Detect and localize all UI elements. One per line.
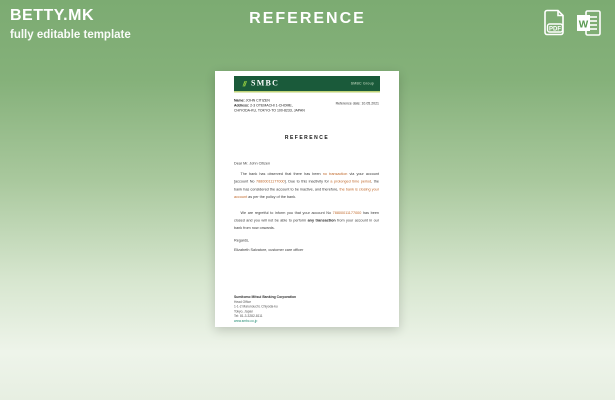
letter-title: REFERENCE bbox=[284, 135, 330, 141]
letterhead-bar bbox=[234, 76, 380, 93]
letter-paragraph: The bank has observed that there has been no transaction via your account [account No 78800011177000]. Due to this inactivity for a prolonged time period, the bank has considered the account to be inactive, and therefore, the bank is closing your account as per the policy of the bank. bbox=[234, 171, 380, 200]
footer-company: Sumitomo Mitsui Banking Corporation bbox=[234, 295, 297, 299]
signature-line: Elizabeth Salvatore, customer care officer bbox=[234, 247, 304, 252]
smbc-leaf-icon bbox=[241, 80, 249, 88]
word-letter-label: W bbox=[578, 19, 589, 31]
footer-address-lines: Head Office 1-1-2 Marunouchi, Chiyoda-ku Tokyo, Japan Tel: 81-3-3282-8111 bbox=[234, 300, 278, 319]
document-preview bbox=[215, 71, 399, 327]
letter-paragraph: We are regretful to inform you that your account No 78800011177000 has been closed and you will not be able to perform any transaction from your account in our bank from now onwards. bbox=[234, 210, 379, 231]
page-title: REFERENCE bbox=[249, 10, 366, 27]
brand-tagline: fully editable template bbox=[10, 29, 131, 41]
reference-date: Reference date: 10.05.2021 bbox=[335, 102, 379, 106]
recipient-address-line1: Address: 2-3 OTEMACHI 1-CHOME, bbox=[234, 104, 293, 108]
smbc-logo bbox=[241, 79, 279, 88]
letter-body bbox=[234, 161, 379, 252]
greeting-line: Dear Mr. John Citizen bbox=[234, 161, 271, 166]
word-download-icon[interactable] bbox=[576, 9, 602, 37]
letter-footer bbox=[234, 295, 296, 323]
brand-logo: BETTY.MK bbox=[10, 7, 94, 24]
recipient-address-line2: CHIYODA-KU, TOKYO-TO 100-8233, JAPAN bbox=[234, 109, 305, 113]
footer-website-link[interactable]: www.smbc.co.jp bbox=[234, 319, 258, 323]
closing-line: Regards, bbox=[234, 237, 250, 243]
letter-page bbox=[215, 71, 399, 327]
pdf-badge-label: PDF bbox=[549, 26, 561, 33]
export-buttons bbox=[543, 9, 602, 37]
smbc-wordmark: SMBC bbox=[251, 79, 280, 88]
recipient-block bbox=[234, 99, 305, 114]
smbc-group-label: SMBC Group bbox=[350, 81, 374, 86]
recipient-name-line: Name: JOHN CITIZEN bbox=[234, 99, 270, 103]
pdf-download-icon[interactable] bbox=[543, 9, 567, 37]
